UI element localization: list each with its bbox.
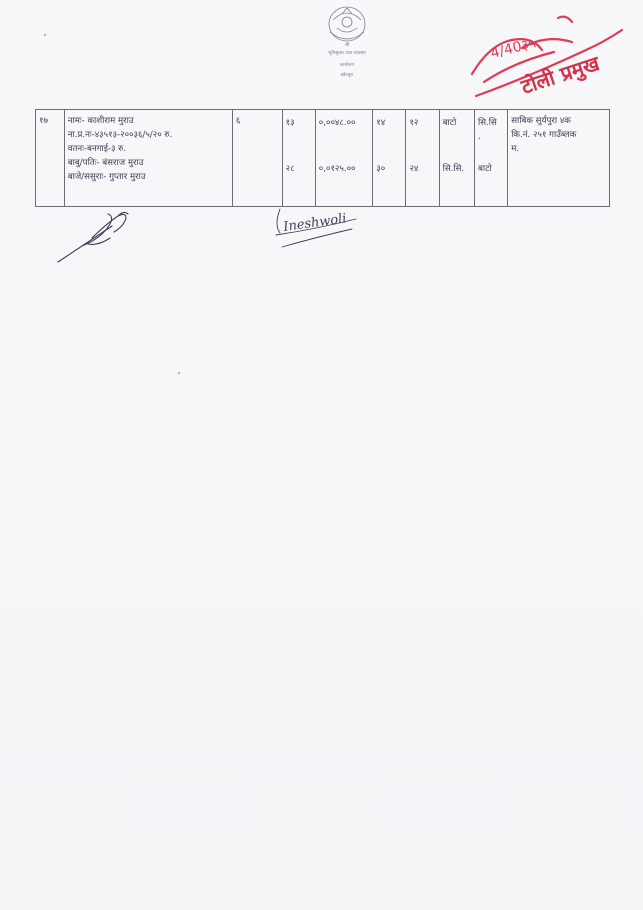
boundary-text: बाटो <box>478 164 492 174</box>
speck <box>44 34 46 36</box>
ward-cell <box>232 110 282 207</box>
kitta-number: २८ <box>285 164 295 174</box>
ward-number: ६ <box>235 116 241 126</box>
area-value: ०,०१२५.०० <box>318 164 356 174</box>
team-leader-stamp-icon <box>462 12 628 112</box>
svg-text:भूमिसुधार तथा व्यवस्था: भूमिसुधार तथा व्यवस्था <box>328 51 366 56</box>
value-cell-1 <box>373 110 406 207</box>
remark-line: कि.नं. २५१ गाउँब्लक <box>511 130 577 140</box>
remark-line: म. <box>511 144 520 154</box>
value-number: १४ <box>376 118 386 128</box>
boundary-text: सि.सि. <box>442 164 465 174</box>
svg-text:श्री: श्री <box>344 43 350 48</box>
land-record-table <box>35 109 610 207</box>
kitta-number: १३ <box>285 118 295 128</box>
svg-text:कार्यालय: कार्यालय <box>339 63 355 68</box>
serial-number-cell <box>36 110 65 207</box>
citizenship-number: ना.प्र.नः-४३५१३-२००३६/५/२० रु. <box>67 130 173 140</box>
office-seal-icon <box>292 2 402 84</box>
grandfather-name: बाजे/ससुराः- गुप्तार मुराउ <box>67 172 146 182</box>
remark-line: साबिक सुर्यपुरा ४क <box>511 116 571 126</box>
signature-left-icon <box>52 206 144 266</box>
serial-number: १७ <box>39 116 48 126</box>
value-cell-2 <box>406 110 439 207</box>
speck <box>178 372 180 374</box>
boundary-text: बाटो <box>442 118 457 128</box>
owner-name: नामः- काशीराम मुराउ <box>67 116 134 126</box>
svg-text:टोली प्रमुख: टोली प्रमुख <box>518 51 603 99</box>
area-value: ०,००४८.०० <box>318 118 356 128</box>
boundary-text <box>478 116 504 144</box>
boundary-west-cell <box>475 110 508 207</box>
boundary-east-cell <box>439 110 474 207</box>
signature-middle-icon <box>270 205 365 250</box>
owner-details-cell <box>64 110 232 207</box>
value-number: ३० <box>376 164 386 174</box>
area-cell <box>315 110 373 207</box>
father-name: बाबु/पतिः- बंसराज मुराउ <box>67 158 144 168</box>
boundary-text-part: सि.सि <box>478 118 497 128</box>
value-number: १२ <box>409 118 419 128</box>
boundary-text-part: . <box>478 132 481 142</box>
address: वतनः-बनगाई-३ रु. <box>67 144 127 154</box>
kitta-cell <box>282 110 315 207</box>
svg-text:4/40३५: 4/40३५ <box>489 35 538 62</box>
svg-text:डडेल्धुरा: डडेल्धुरा <box>340 73 354 78</box>
table-row <box>36 110 610 207</box>
remarks-cell <box>508 110 610 207</box>
value-number: २४ <box>409 164 419 174</box>
svg-text:Ineshwoli: Ineshwoli <box>282 211 348 235</box>
